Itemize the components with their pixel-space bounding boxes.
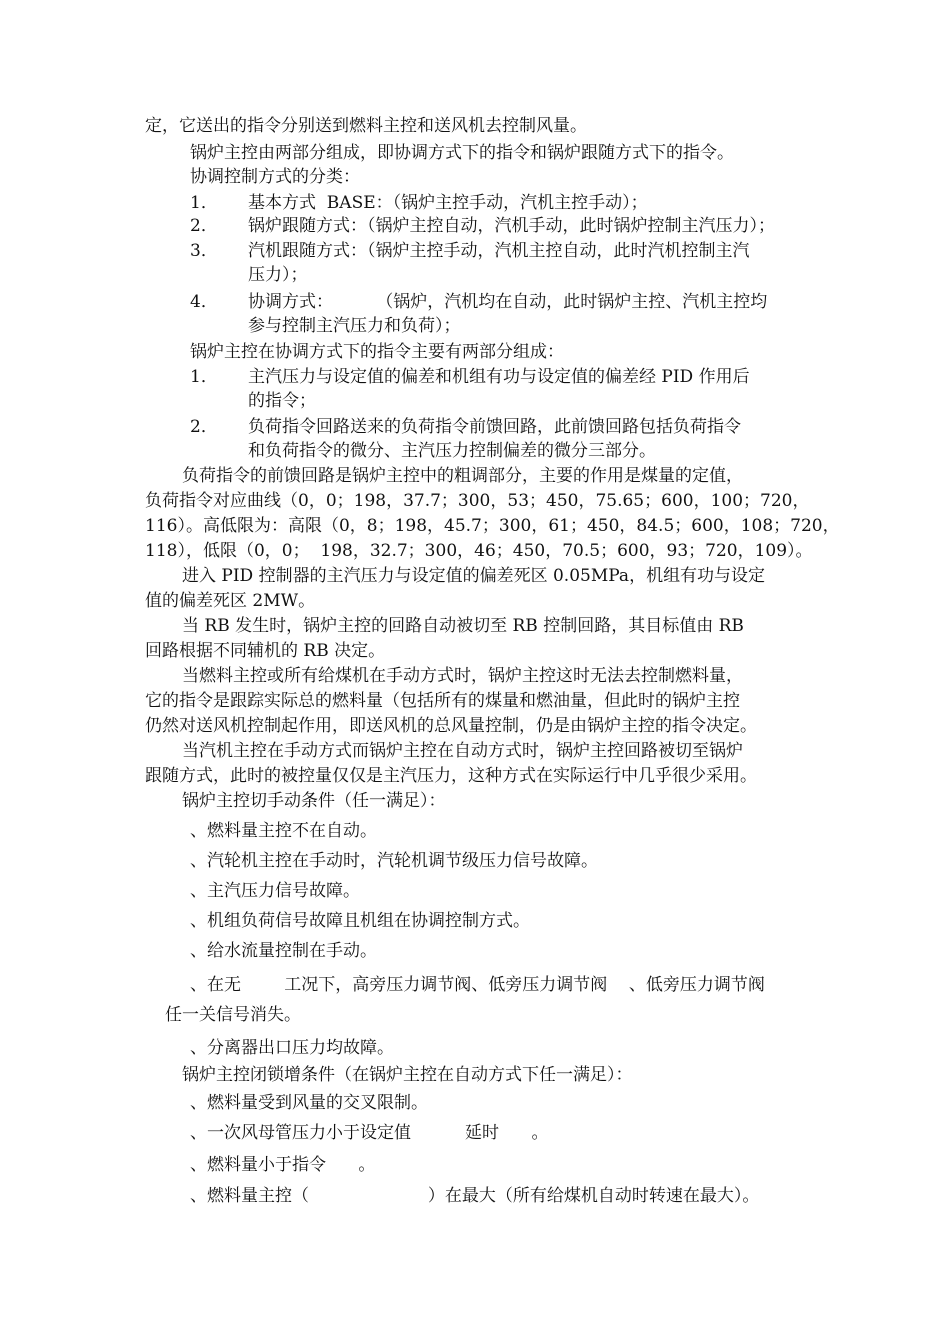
paragraph-line: 定，它送出的指令分别送到燃料主控和送风机去控制风量。 — [145, 116, 587, 136]
condition-item: 任一关信号消失。 — [165, 1005, 301, 1025]
condition-item: 、在无 工况下，高旁压力调节阀、低旁压力调节阀 、低旁压力调节阀 — [190, 975, 765, 995]
paragraph-line: 锅炉主控由两部分组成，即协调方式下的指令和锅炉跟随方式下的指令。 — [190, 143, 734, 163]
section-heading: 锅炉主控切手动条件（任一满足）： — [182, 791, 446, 811]
section-heading: 锅炉主控闭锁增条件（在锅炉主控在自动方式下任一满足）： — [182, 1065, 633, 1085]
paragraph-line: 它的指令是跟踪实际总的燃料量（包括所有的煤量和燃油量，但此时的锅炉主控 — [145, 691, 740, 711]
paragraph-line: 回路根据不同辅机的 RB 决定。 — [145, 641, 386, 661]
list-item: 基本方式 BASE：（锅炉主控手动，汽机主控手动）； — [248, 193, 648, 213]
condition-item: 、给水流量控制在手动。 — [190, 941, 377, 961]
list-item: 负荷指令回路送来的负荷指令前馈回路，此前馈回路包括负荷指令 — [248, 417, 741, 437]
list-item: 的指令； — [248, 391, 316, 411]
list-item: 参与控制主汽压力和负荷）； — [248, 316, 461, 336]
paragraph-line: 仍然对送风机控制起作用，即送风机的总风量控制，仍是由锅炉主控的指令决定。 — [145, 716, 757, 736]
paragraph-line: 协调控制方式的分类： — [190, 167, 360, 187]
paragraph-line: 当燃料主控或所有给煤机在手动方式时，锅炉主控这时无法去控制燃料量， — [182, 666, 743, 686]
condition-item: 、燃料量受到风量的交叉限制。 — [190, 1093, 428, 1113]
condition-item: 、燃料量主控（ ）在最大（所有给煤机自动时转速在最大）。 — [190, 1186, 760, 1206]
condition-item: 、一次风母管压力小于设定值 延时 。 — [190, 1123, 549, 1143]
list-number: 2． — [190, 417, 218, 437]
paragraph-line: 当 RB 发生时，锅炉主控的回路自动被切至 RB 控制回路，其目标值由 RB — [182, 616, 744, 636]
paragraph-line: 116）。高低限为：高限（0，8；198，45.7；300，61；450，84.5；600，108；720， — [145, 516, 840, 536]
list-number: 2． — [190, 216, 218, 236]
list-number: 4． — [190, 292, 218, 312]
list-number: 3． — [190, 241, 218, 261]
list-item: 锅炉跟随方式：（锅炉主控自动，汽机手动，此时锅炉控制主汽压力）； — [248, 216, 775, 236]
list-item: 协调方式： （锅炉，汽机均在自动，此时锅炉主控、汽机主控均 — [248, 292, 768, 312]
paragraph-line: 跟随方式，此时的被控量仅仅是主汽压力，这种方式在实际运行中几乎很少采用。 — [145, 766, 757, 786]
condition-item: 、主汽压力信号故障。 — [190, 881, 360, 901]
paragraph-line: 负荷指令对应曲线（0，0；198，37.7；300，53；450，75.65；600，100；720， — [145, 491, 810, 511]
condition-item: 、汽轮机主控在手动时，汽轮机调节级压力信号故障。 — [190, 851, 598, 871]
paragraph-line: 锅炉主控在协调方式下的指令主要有两部分组成： — [190, 342, 564, 362]
list-item: 压力）； — [248, 265, 308, 285]
paragraph-line: 值的偏差死区 2MW。 — [145, 591, 316, 611]
list-item: 和负荷指令的微分、主汽压力控制偏差的微分三部分。 — [248, 441, 656, 461]
list-item: 主汽压力与设定值的偏差和机组有功与设定值的偏差经 PID 作用后 — [248, 367, 750, 387]
paragraph-line: 进入 PID 控制器的主汽压力与设定值的偏差死区 0.05MPa，机组有功与设定 — [182, 566, 766, 586]
paragraph-line: 负荷指令的前馈回路是锅炉主控中的粗调部分，主要的作用是煤量的定值， — [182, 466, 743, 486]
list-item: 汽机跟随方式：（锅炉主控手动，汽机主控自动，此时汽机控制主汽 — [248, 241, 750, 261]
condition-item: 、机组负荷信号故障且机组在协调控制方式。 — [190, 911, 530, 931]
condition-item: 、燃料量小于指令 。 — [190, 1155, 376, 1175]
paragraph-line: 118），低限（0，0； 198，32.7；300，46；450，70.5；600，93；720，109）。 — [145, 541, 813, 561]
list-number: 1． — [190, 367, 218, 387]
list-number: 1． — [190, 193, 218, 213]
paragraph-line: 当汽机主控在手动方式而锅炉主控在自动方式时，锅炉主控回路被切至锅炉 — [182, 741, 743, 761]
condition-item: 、燃料量主控不在自动。 — [190, 821, 377, 841]
condition-item: 、分离器出口压力均故障。 — [190, 1038, 394, 1058]
